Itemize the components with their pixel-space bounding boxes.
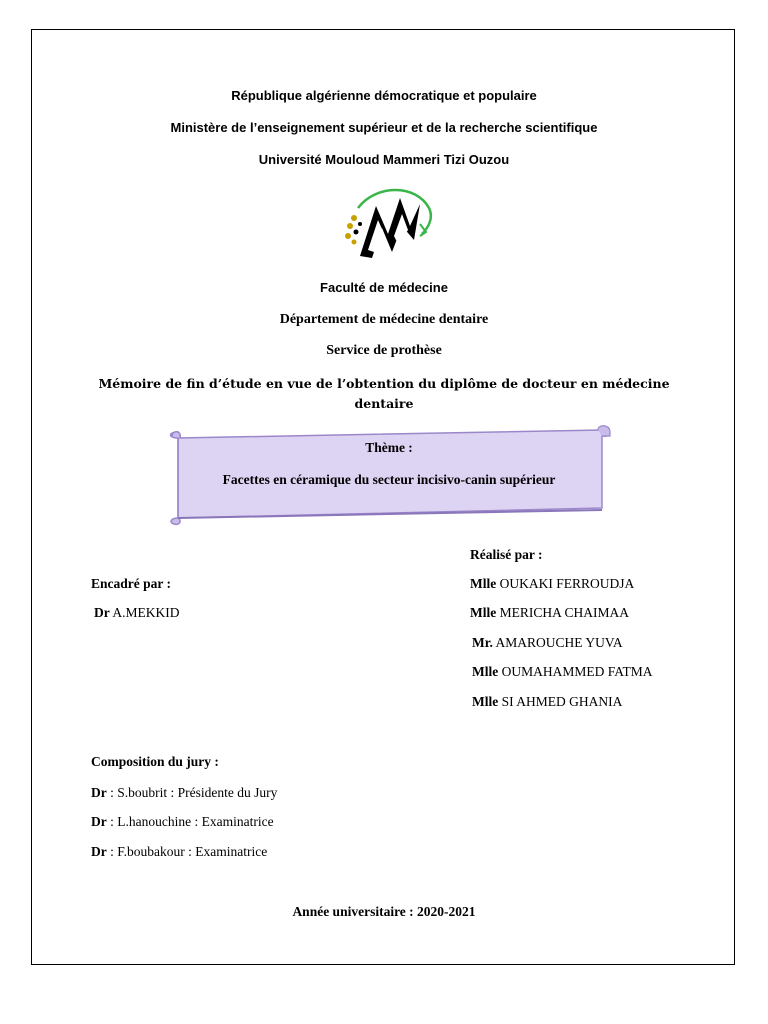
header-university: Université Mouloud Mammeri Tizi Ouzou bbox=[258, 152, 510, 167]
academic-year: Année universitaire : 2020-2021 bbox=[292, 904, 476, 919]
university-logo-icon bbox=[336, 186, 436, 264]
header-republic: République algérienne démocratique et populaire bbox=[231, 88, 537, 103]
supervisor-heading: Encadré par : bbox=[91, 576, 171, 591]
author-row: Mlle OUKAKI FERROUDJA bbox=[470, 576, 635, 591]
author-row: Mlle OUMAHAMMED FATMA bbox=[472, 664, 653, 679]
department: Département de médecine dentaire bbox=[279, 312, 489, 327]
faculty: Faculté de médecine bbox=[320, 280, 448, 295]
author-row: Mlle SI AHMED GHANIA bbox=[472, 694, 623, 709]
theme-title: Facettes en céramique du secteur incisivo-canin supérieur bbox=[222, 472, 556, 487]
authors-heading: Réalisé par : bbox=[470, 547, 543, 562]
jury-member: Dr : F.boubakour : Examinatrice bbox=[91, 844, 268, 859]
memoire-line-2: dentaire bbox=[354, 396, 414, 411]
jury-heading: Composition du jury : bbox=[91, 754, 219, 769]
author-row: Mr. AMAROUCHE YUVA bbox=[472, 635, 623, 650]
memoire-line-1: Mémoire de fin d’étude en vue de l’obtention du diplôme de docteur en médecine bbox=[98, 376, 670, 391]
service: Service de prothèse bbox=[326, 343, 442, 358]
theme-label: Thème : bbox=[365, 440, 413, 455]
header-ministry: Ministère de l’enseignement supérieur et de la recherche scientifique bbox=[170, 120, 598, 135]
theme-banner bbox=[166, 422, 612, 526]
author-row: Mlle MERICHA CHAIMAA bbox=[470, 605, 630, 620]
jury-member: Dr : L.hanouchine : Examinatrice bbox=[91, 814, 274, 829]
supervisor-name: Dr A.MEKKID bbox=[94, 605, 180, 620]
jury-member: Dr : S.boubrit : Présidente du Jury bbox=[91, 785, 278, 800]
